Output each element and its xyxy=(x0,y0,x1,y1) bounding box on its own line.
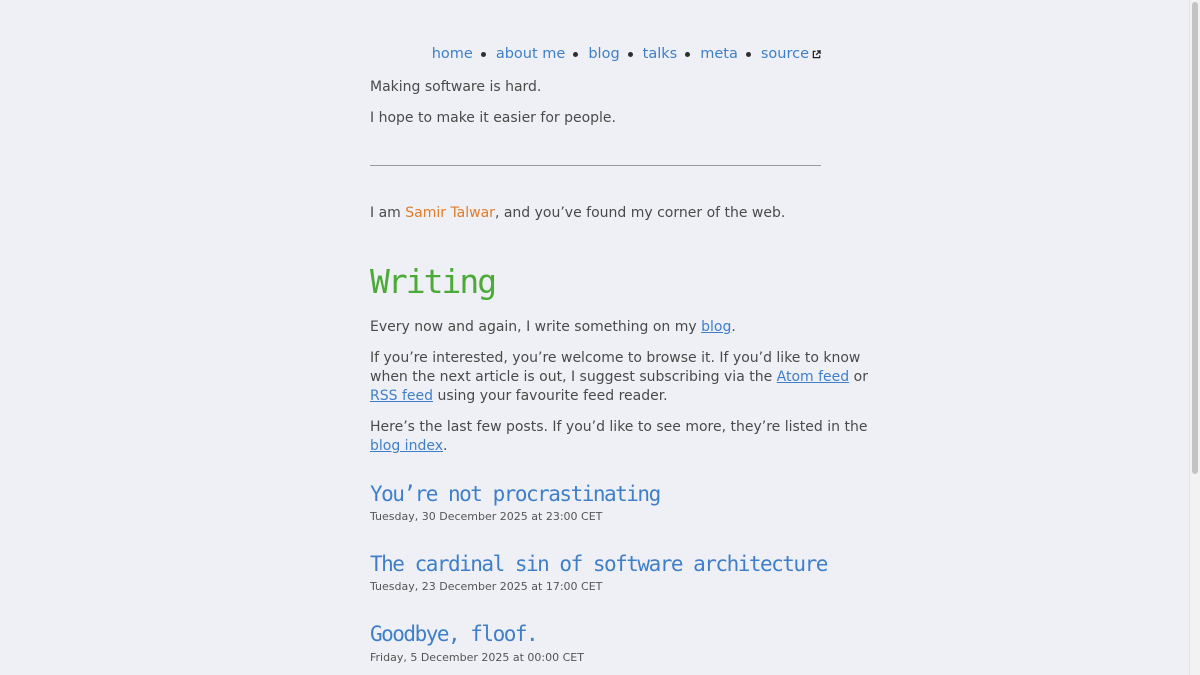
nav-home-link[interactable]: home xyxy=(431,46,473,62)
post-title-link[interactable]: The cardinal sin of software architecture xyxy=(370,552,827,576)
blog-link[interactable]: blog xyxy=(701,319,732,335)
post-date: Tuesday, 30 December 2025 at 23:00 CET xyxy=(370,510,603,523)
intro-suffix: , and you’ve found my corner of the web. xyxy=(494,205,786,221)
intro-paragraph xyxy=(370,204,785,223)
nav-meta-link[interactable]: meta xyxy=(700,46,738,62)
nav-about-me-link[interactable]: about me xyxy=(495,46,566,62)
nav-source-label: source xyxy=(760,46,809,62)
page-scrollbar[interactable] xyxy=(1189,0,1200,675)
divider xyxy=(370,165,821,166)
nav-talks-link[interactable]: talks xyxy=(642,46,678,62)
nav-blog-link[interactable]: blog xyxy=(588,46,620,62)
writing-p3-suffix: . xyxy=(442,438,448,454)
atom-feed-link[interactable]: Atom feed xyxy=(776,369,850,385)
nav-separator-dot xyxy=(685,52,690,57)
writing-paragraph-2-line-3 xyxy=(370,387,668,406)
writing-paragraph-3-line-1: Here’s the last few posts. If you’d like to see more, they’re listed in the xyxy=(370,419,868,435)
nav-separator-dot xyxy=(573,52,578,57)
writing-p2-line3-suffix: using your favourite feed reader. xyxy=(433,388,668,404)
post-date: Friday, 5 December 2025 at 00:00 CET xyxy=(370,651,584,664)
post-date: Tuesday, 23 December 2025 at 17:00 CET xyxy=(370,580,603,593)
writing-p2-line2-prefix: when the next article is out, I suggest subscribing via the xyxy=(370,369,777,385)
scrollbar-thumb[interactable] xyxy=(1192,2,1198,474)
writing-p2-line2-suffix: or xyxy=(849,369,868,385)
intro-prefix: I am xyxy=(370,205,406,221)
nav-separator-dot xyxy=(481,52,486,57)
external-link-icon xyxy=(812,50,821,59)
writing-p1-prefix: Every now and again, I write something on my xyxy=(370,319,702,335)
blog-index-link[interactable]: blog index xyxy=(370,438,443,454)
author-name: Samir Talwar xyxy=(405,205,495,221)
writing-p1-suffix: . xyxy=(731,319,736,335)
writing-heading: Writing xyxy=(370,262,496,301)
nav-separator-dot xyxy=(746,52,751,57)
tagline-line-1: Making software is hard. xyxy=(370,79,542,95)
post-title-link[interactable]: Goodbye, floof. xyxy=(370,622,538,646)
nav-separator-dot xyxy=(628,52,633,57)
rss-feed-link[interactable]: RSS feed xyxy=(370,388,433,404)
writing-paragraph-1 xyxy=(370,318,736,337)
writing-paragraph-3-line-2 xyxy=(370,437,447,456)
post-title-link[interactable]: You’re not procrastinating xyxy=(370,482,660,506)
nav-source-link[interactable] xyxy=(761,46,821,62)
writing-paragraph-2-line-1: If you’re interested, you’re welcome to browse it. If you’d like to know xyxy=(370,350,861,366)
top-nav xyxy=(432,46,821,62)
writing-paragraph-2-line-2 xyxy=(370,368,868,387)
tagline-line-2: I hope to make it easier for people. xyxy=(370,110,616,126)
